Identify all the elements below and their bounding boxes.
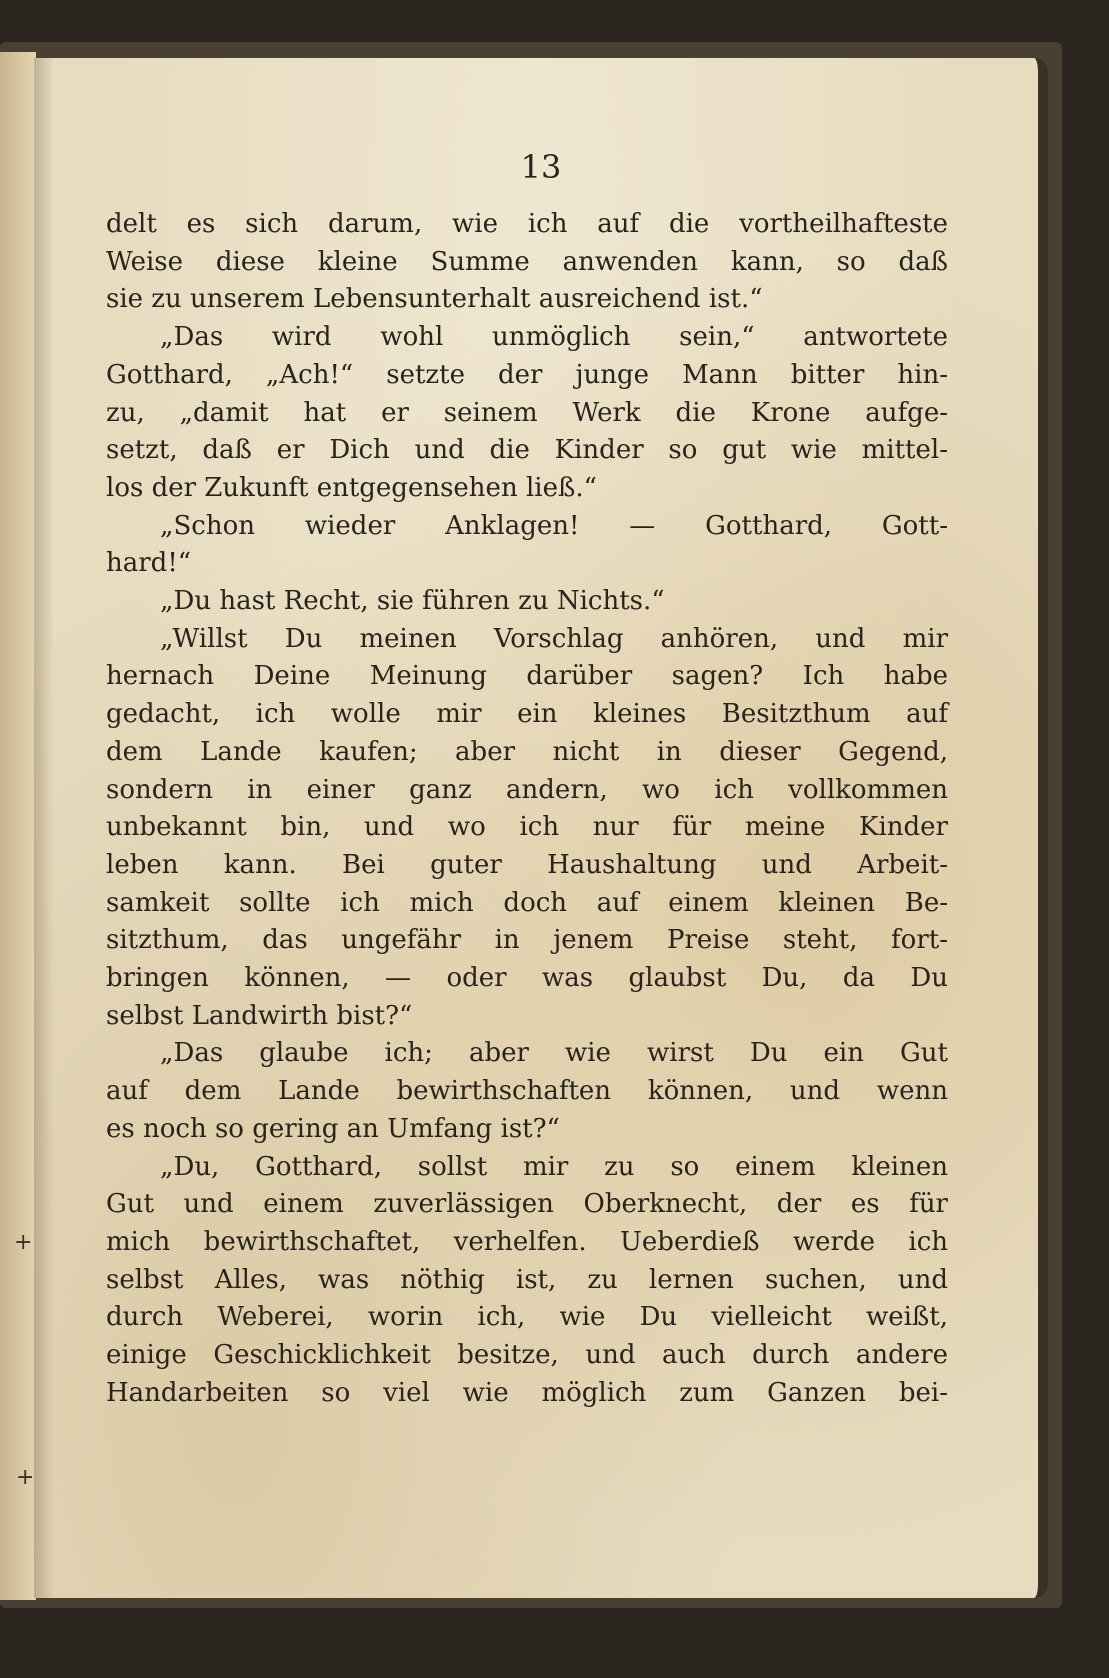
text-line: samkeit sollte ich mich doch auf einem kleinen Be- <box>106 887 948 918</box>
facing-page-edge <box>0 52 36 1600</box>
page-number: 13 <box>520 148 562 186</box>
text-line: sondern in einer ganz andern, wo ich vollkommen <box>106 774 948 805</box>
text-line: selbst Alles, was nöthig ist, zu lernen suchen, und <box>106 1264 948 1295</box>
text-line: Handarbeiten so viel wie möglich zum Ganzen bei- <box>106 1377 948 1408</box>
text-line: los der Zukunft entgegensehen ließ.“ <box>106 472 597 503</box>
text-line: „Schon wieder Anklagen! — Gotthard, Gott- <box>160 510 948 541</box>
body-text <box>106 206 948 1413</box>
text-line: leben kann. Bei guter Haushaltung und Arbeit- <box>106 849 948 880</box>
text-line: sitzthum, das ungefähr in jenem Preise steht, fort- <box>106 925 948 956</box>
text-line: gedacht, ich wolle mir ein kleines Besitzthum auf <box>106 699 948 730</box>
text-line: auf dem Lande bewirthschaften können, und wenn <box>106 1076 948 1107</box>
text-line: Weise diese kleine Summe anwenden kann, so daß <box>106 246 948 277</box>
text-line: hernach Deine Meinung darüber sagen? Ich habe <box>106 661 948 692</box>
page-gutter-shadow <box>34 58 54 1598</box>
text-line: dem Lande kaufen; aber nicht in dieser Gegend, <box>106 736 948 767</box>
text-line: setzt, daß er Dich und die Kinder so gut wie mittel- <box>106 435 948 466</box>
text-line: „Willst Du meinen Vorschlag anhören, und mir <box>160 623 948 654</box>
text-line: bringen können, — oder was glaubst Du, da Du <box>106 963 948 994</box>
page-sheet <box>34 58 1048 1598</box>
text-line: mich bewirthschaftet, verhelfen. Ueberdieß werde ich <box>106 1226 948 1257</box>
text-line: selbst Landwirth bist?“ <box>106 1000 413 1031</box>
text-line: „Du, Gotthard, sollst mir zu so einem kleinen <box>160 1151 948 1182</box>
text-line: durch Weberei, worin ich, wie Du vielleicht weißt, <box>106 1302 948 1333</box>
text-line: Gotthard, „Ach!“ setzte der junge Mann bitter hin- <box>106 359 948 390</box>
text-line: es noch so gering an Umfang ist?“ <box>106 1113 560 1144</box>
text-line: zu, „damit hat er seinem Werk die Krone aufge- <box>106 397 948 428</box>
margin-tick-mark: + <box>14 1230 33 1255</box>
text-line: delt es sich darum, wie ich auf die vortheilhafteste <box>106 209 948 239</box>
text-line: hard!“ <box>106 548 192 579</box>
text-line: unbekannt bin, und wo ich nur für meine Kinder <box>106 812 948 843</box>
text-line: Gut und einem zuverlässigen Oberknecht, der es für <box>106 1189 948 1220</box>
text-line: „Das wird wohl unmöglich sein,“ antwortete <box>160 322 948 353</box>
text-line: einige Geschicklichkeit besitze, und auch durch andere <box>106 1340 948 1371</box>
text-line: „Das glaube ich; aber wie wirst Du ein Gut <box>160 1038 948 1069</box>
text-line: sie zu unserem Lebensunterhalt ausreichend ist.“ <box>106 284 763 315</box>
margin-tick-mark: + <box>16 1465 35 1490</box>
text-line: „Du hast Recht, sie führen zu Nichts.“ <box>160 586 665 617</box>
